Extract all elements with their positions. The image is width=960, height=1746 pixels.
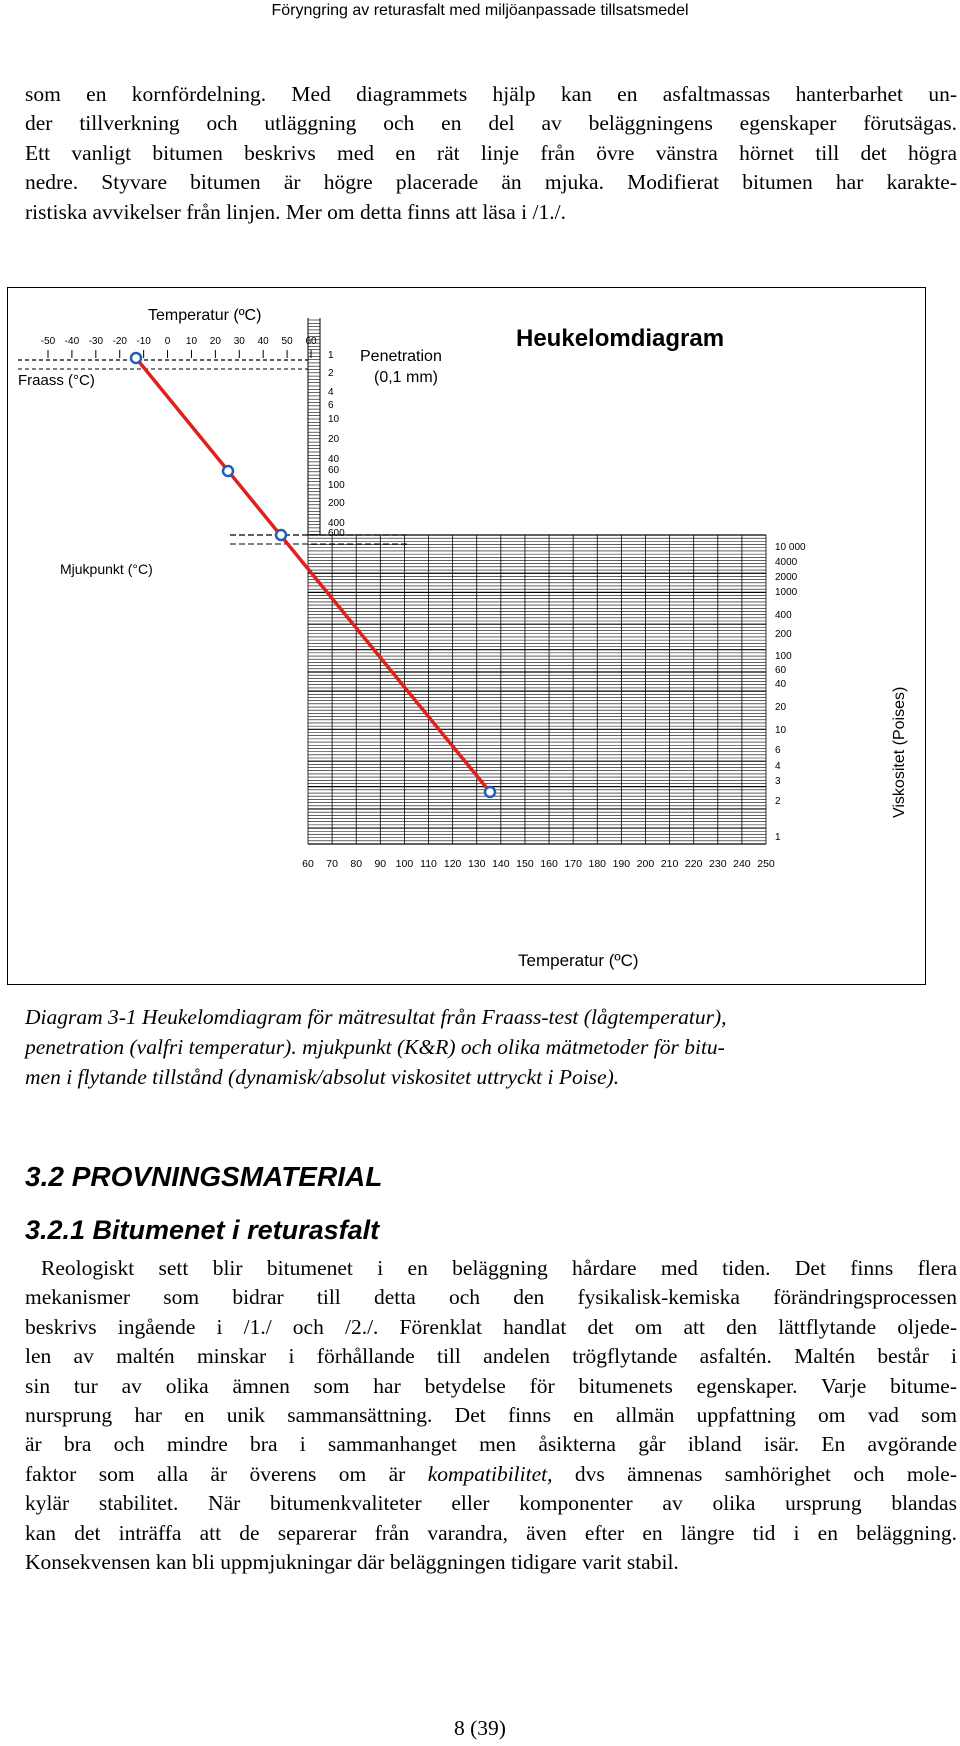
intro-paragraph — [25, 80, 957, 227]
bottom-tick-label: 190 — [612, 858, 631, 870]
penetration-label: Penetration — [360, 348, 442, 365]
bottom-tick-label: 90 — [374, 858, 387, 870]
text-line: Konsekvensen kan bli uppmjukningar där beläggningen tidigare varit stabil. — [25, 1550, 679, 1575]
bottom-axis-label: Temperatur (ºC) — [518, 951, 639, 970]
penetration-tick-label: 20 — [328, 434, 340, 445]
viscosity-tick-label: 4 — [775, 761, 781, 772]
viscosity-tick-label: 10 000 — [775, 542, 806, 553]
penetration-tick-label: 1 — [328, 350, 334, 361]
top-tick-label: -30 — [88, 336, 104, 347]
viscosity-ticks — [775, 542, 806, 843]
heukelom-diagram — [8, 288, 927, 986]
viscosity-tick-label: 100 — [775, 651, 792, 662]
heukelom-figure — [7, 287, 926, 985]
bottom-tick-label: 210 — [660, 858, 679, 870]
bottom-tick-label: 250 — [757, 858, 775, 870]
text-line: len av maltén minskar i förhållande till andelen trögflytande asfaltén. Maltén består i — [25, 1344, 957, 1369]
bottom-tick-label: 100 — [395, 858, 414, 870]
viscosity-tick-label: 6 — [775, 745, 781, 756]
viscosity-tick-label: 10 — [775, 725, 787, 736]
diagram-grid — [18, 318, 766, 844]
text-line — [25, 1460, 957, 1489]
viscosity-tick-label: 400 — [775, 610, 792, 621]
running-header: Föryngring av returasfalt med miljöanpassade tillsatsmedel — [271, 2, 689, 19]
bottom-tick-label: 180 — [588, 858, 607, 870]
penetration-tick-label: 100 — [328, 480, 345, 491]
text-line: Ett vanligt bitumen beskrivs med en rät linje från övre vänstra hörnet till det högra — [25, 140, 957, 165]
mjukpunkt-label: Mjukpunkt (°C) — [60, 561, 153, 577]
viscosity-tick-label: 40 — [775, 679, 787, 690]
bitumen-line — [136, 358, 490, 792]
body-paragraph — [25, 1254, 957, 1577]
text-line: ristiska avvikelser från linjen. Mer om detta finns att läsa i /1./. — [25, 199, 566, 224]
measurement-marker — [485, 787, 495, 797]
text-line: nursprung har en unik sammansättning. Det finns en allmän uppfattning om vad som — [25, 1403, 957, 1428]
text-line: nedre. Styvare bitumen är högre placerade än mjuka. Modifierat bitumen har karakte- — [25, 170, 957, 195]
text-line: sin tur av olika ämnen som har betydelse för bitumenets egenskaper. Varje bitume- — [25, 1373, 957, 1398]
bottom-tick-label: 120 — [443, 858, 462, 870]
penetration-tick-label: 6 — [328, 400, 334, 411]
emphasis-text: kompatibilitet, — [427, 1461, 553, 1486]
top-axis-label: Temperatur (ºC) — [148, 307, 262, 324]
top-tick-label: -40 — [64, 336, 80, 347]
top-tick-label: -50 — [40, 336, 56, 347]
caption-line: Diagram 3-1 Heukelomdiagram för mätresultat från Fraass-test (lågtemperatur), — [25, 1005, 727, 1029]
top-tick-label: 60 — [305, 336, 317, 347]
viscosity-tick-label: 2000 — [775, 572, 798, 583]
caption-line: men i flytande tillstånd (dynamisk/absolut viskositet uttryckt i Poise). — [25, 1065, 620, 1089]
text-line: är bra och mindre bra i sammanhanget men åsikterna går ibland isär. En avgörande — [25, 1432, 957, 1457]
top-tick-label: 50 — [281, 336, 293, 347]
top-axis-ticks — [41, 336, 317, 358]
text-line: kan det inträffa att de separerar från varandra, även efter en längre tid i en beläggning. — [25, 1520, 957, 1545]
penetration-tick-label: 2 — [328, 368, 334, 379]
text-line: der tillverkning och utläggning och en del av beläggningens egenskaper förutsägas. — [25, 111, 957, 136]
penetration-ticks — [328, 350, 345, 539]
text-line: kylär stabilitet. När bitumenkvaliteter eller komponenter av olika ursprung blandas — [25, 1491, 957, 1516]
top-tick-label: 10 — [185, 336, 198, 347]
viscosity-tick-label: 200 — [775, 629, 792, 640]
top-tick-label: -20 — [112, 336, 127, 347]
bottom-tick-label: 240 — [733, 858, 751, 870]
text-line: som en kornfördelning. Med diagrammets hjälp kan en asfaltmassas hanterbarhet un- — [25, 82, 957, 106]
measurement-marker — [223, 466, 233, 476]
bottom-tick-label: 220 — [684, 858, 703, 870]
penetration-tick-label: 200 — [328, 498, 345, 509]
bottom-tick-label: 110 — [420, 858, 437, 870]
text-line: mekanismer som bidrar till detta och den fysikalisk-kemiska förändringsprocessen — [25, 1285, 957, 1310]
bottom-tick-label: 60 — [302, 858, 314, 870]
text-fragment: faktor som alla är överens om är — [25, 1461, 428, 1486]
top-tick-label: -10 — [136, 336, 151, 347]
penetration-tick-label: 4 — [328, 387, 334, 398]
measurement-marker — [276, 530, 286, 540]
bottom-tick-label: 70 — [326, 858, 338, 870]
top-tick-label: 30 — [233, 336, 245, 347]
viscosity-tick-label: 1000 — [775, 587, 798, 598]
caption-line: penetration (valfri temperatur). mjukpunkt (K&R) och olika mätmetoder för bitu- — [25, 1035, 725, 1059]
top-tick-label: 20 — [209, 336, 221, 347]
penetration-tick-label: 60 — [328, 465, 340, 476]
penetration-tick-label: 10 — [328, 414, 340, 425]
penetration-tick-label: 400 — [328, 518, 345, 529]
text-line: beskrivs ingående i /1./ och /2./. Förenklat handlat det om att den lättflytande oljede- — [25, 1314, 957, 1339]
viscosity-tick-label: 4000 — [775, 557, 798, 568]
bottom-tick-label: 170 — [564, 858, 582, 870]
diagram-title: Heukelomdiagram — [516, 325, 725, 352]
viscosity-tick-label: 1 — [775, 832, 781, 843]
bottom-tick-label: 140 — [492, 858, 510, 870]
bottom-tick-label: 130 — [467, 858, 486, 870]
penetration-unit-label: (0,1 mm) — [374, 369, 438, 386]
section-heading: 3.2 PROVNINGSMATERIAL — [25, 1161, 383, 1192]
text-fragment: dvs ämnenas samhörighet och mole- — [552, 1461, 958, 1486]
viscosity-tick-label: 20 — [775, 702, 787, 713]
measurement-marker — [131, 353, 141, 363]
bottom-tick-label: 200 — [636, 858, 655, 870]
bottom-axis-ticks — [302, 858, 775, 870]
viscosity-tick-label: 60 — [775, 665, 787, 676]
page-number: 8 (39) — [454, 1716, 506, 1740]
viscosity-axis-label: Viskositet (Poises) — [891, 686, 908, 818]
penetration-tick-label: 600 — [328, 528, 345, 539]
fraass-label: Fraass (°C) — [18, 372, 95, 389]
bottom-tick-label: 150 — [516, 858, 534, 870]
figure-caption — [25, 1002, 957, 1092]
penetration-tick-label: 40 — [328, 454, 340, 465]
bottom-tick-label: 160 — [540, 858, 558, 870]
top-tick-label: 0 — [164, 336, 171, 347]
bottom-tick-label: 80 — [350, 858, 363, 870]
text-line: Reologiskt sett blir bitumenet i en beläggning hårdare med tiden. Det finns flera — [41, 1256, 957, 1280]
top-tick-label: 40 — [257, 336, 269, 347]
subsection-heading: 3.2.1 Bitumenet i returasfalt — [25, 1215, 380, 1245]
bottom-tick-label: 230 — [709, 858, 727, 870]
viscosity-tick-label: 3 — [775, 776, 781, 787]
viscosity-tick-label: 2 — [775, 796, 781, 807]
